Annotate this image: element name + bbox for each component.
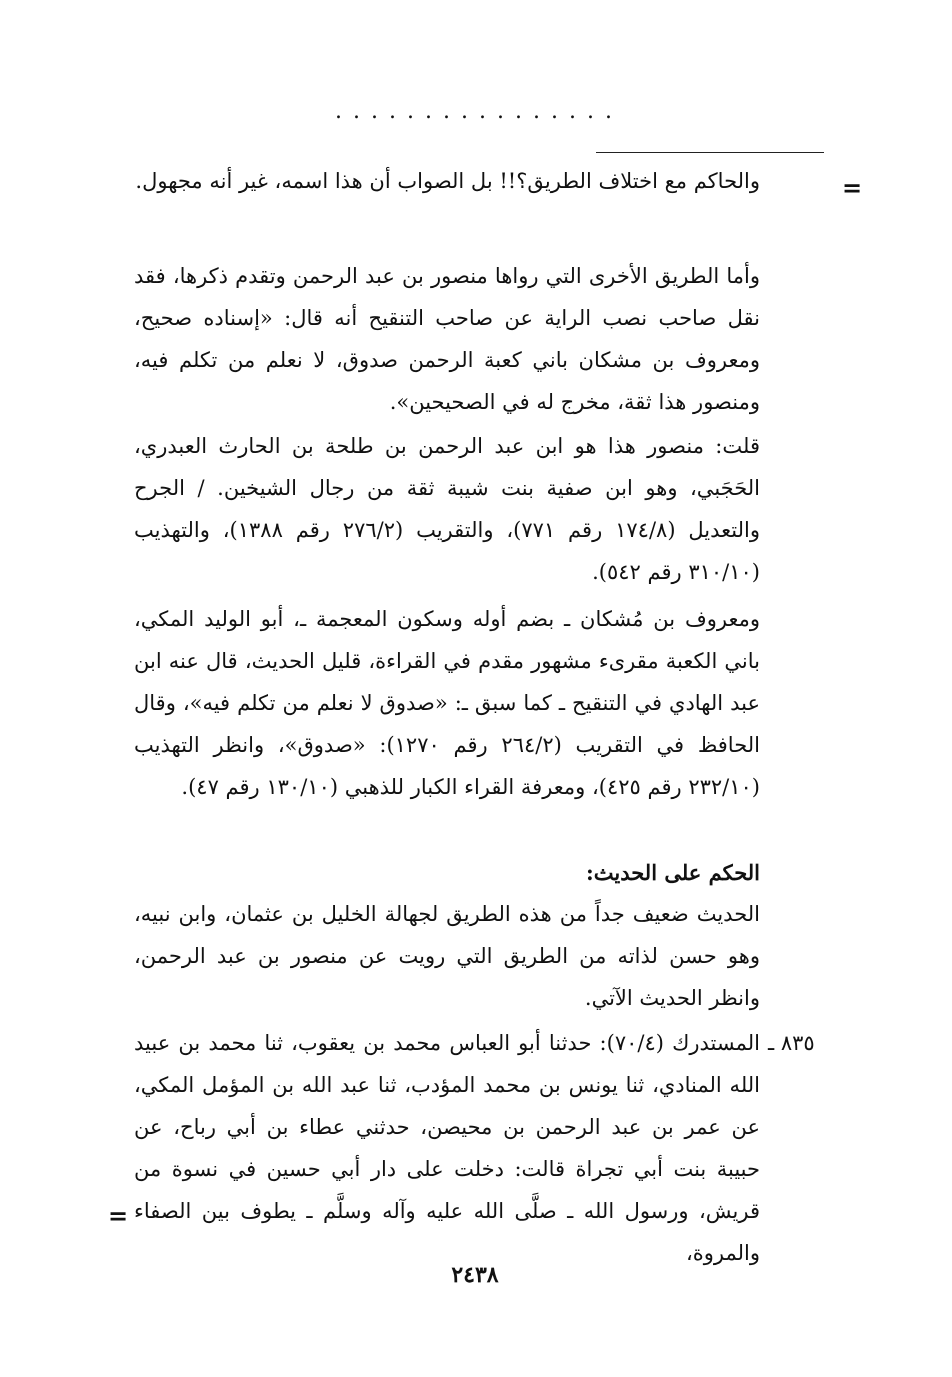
page-number: ٢٤٣٨ bbox=[451, 1262, 499, 1288]
paragraph-1 bbox=[134, 160, 760, 202]
ruling-text: الحديث ضعيف جداً من هذه الطريق لجهالة الخليل بن عثمان، وابن نبيه، وهو حسن لذاته من الطريق التي رويت عن منصور بن عبد الرحمن، وانظر الحديث الآتي. bbox=[134, 902, 760, 1010]
paragraph-3-text: قلت: منصور هذا هو ابن عبد الرحمن بن طلحة بن الحارث العبدري، الحَجَبي، وهو ابن صفية بنت شيبة ثقة من رجال الشيخين. / الجرح والتعديل (١٧٤/٨ رقم ٧٧١)، والتقريب (٢٧٦/٢ رقم ١٣٨٨)، والتهذيب (٣١٠/١٠ رقم ٥٤٢). bbox=[134, 434, 761, 584]
hadith-text: المستدرك (٧٠/٤): حدثنا أبو العباس محمد بن يعقوب، ثنا محمد بن عبيد الله المنادي، ثنا يونس بن محمد المؤدب، ثنا عبد الله بن المؤمل المكي، عن عمر بن عبد الرحمن بن محيصن، حدثني عطاء بن أبي رباح، عن حبيبة بنت أبي تجراة قالت: دخلت على دار أبي حسين في نسوة من قريش، ورسول الله ـ صلَّى الله عليه وآله وسلَّم ـ يطوف بين الصفاء والمروة، bbox=[134, 1031, 760, 1265]
hadith-number: ٨٣٥ ـ bbox=[768, 1031, 815, 1055]
paragraph-1-text: والحاكم مع اختلاف الطريق؟!! بل الصواب أن هذا اسمه، غير أنه مجهول. bbox=[135, 169, 760, 193]
paragraph-3 bbox=[134, 425, 760, 593]
dotted-separator: ................ bbox=[335, 102, 623, 122]
paragraph-2 bbox=[134, 255, 760, 423]
footnote-rule bbox=[596, 152, 824, 153]
paragraph-4-text: ومعروف بن مُشكان ـ بضم أوله وسكون المعجمة ـ، أبو الوليد المكي، باني الكعبة مقرىء مشهور مقدم في القراءة، قليل الحديث، قال عنه ابن عبد الهادي في التنقيح ـ كما سبق ـ: «صدوق لا نعلم من تكلم فيه»، وقال الحافظ في التقريب (٢٦٤/٢ رقم ١٢٧٠): «صدوق»، وانظر التهذيب (٢٣٢/١٠ رقم ٤٢٥)، ومعرفة القراء الكبار للذهبي (١٣٠/١٠ رقم ٤٧). bbox=[134, 607, 761, 799]
hadith-paragraph bbox=[134, 1022, 760, 1274]
ruling-paragraph bbox=[134, 893, 760, 1019]
paragraph-2-text: وأما الطريق الأخرى التي رواها منصور بن عبد الرحمن وتقدم ذكرها، فقد نقل صاحب نصب الراية عن صاحب التنقيح أنه قال: «إسناده صحيح، ومعروف بن مشكان باني كعبة الرحمن صدوق، لا نعلم من تكلم فيه، ومنصور هذا ثقة، مخرج له في الصحيحين». bbox=[134, 264, 760, 414]
ruling-heading: الحكم على الحديث: bbox=[586, 860, 760, 885]
paragraph-4 bbox=[134, 598, 760, 808]
continuation-marker-bottom: = bbox=[108, 1201, 129, 1230]
continuation-marker-top: = bbox=[842, 173, 863, 202]
